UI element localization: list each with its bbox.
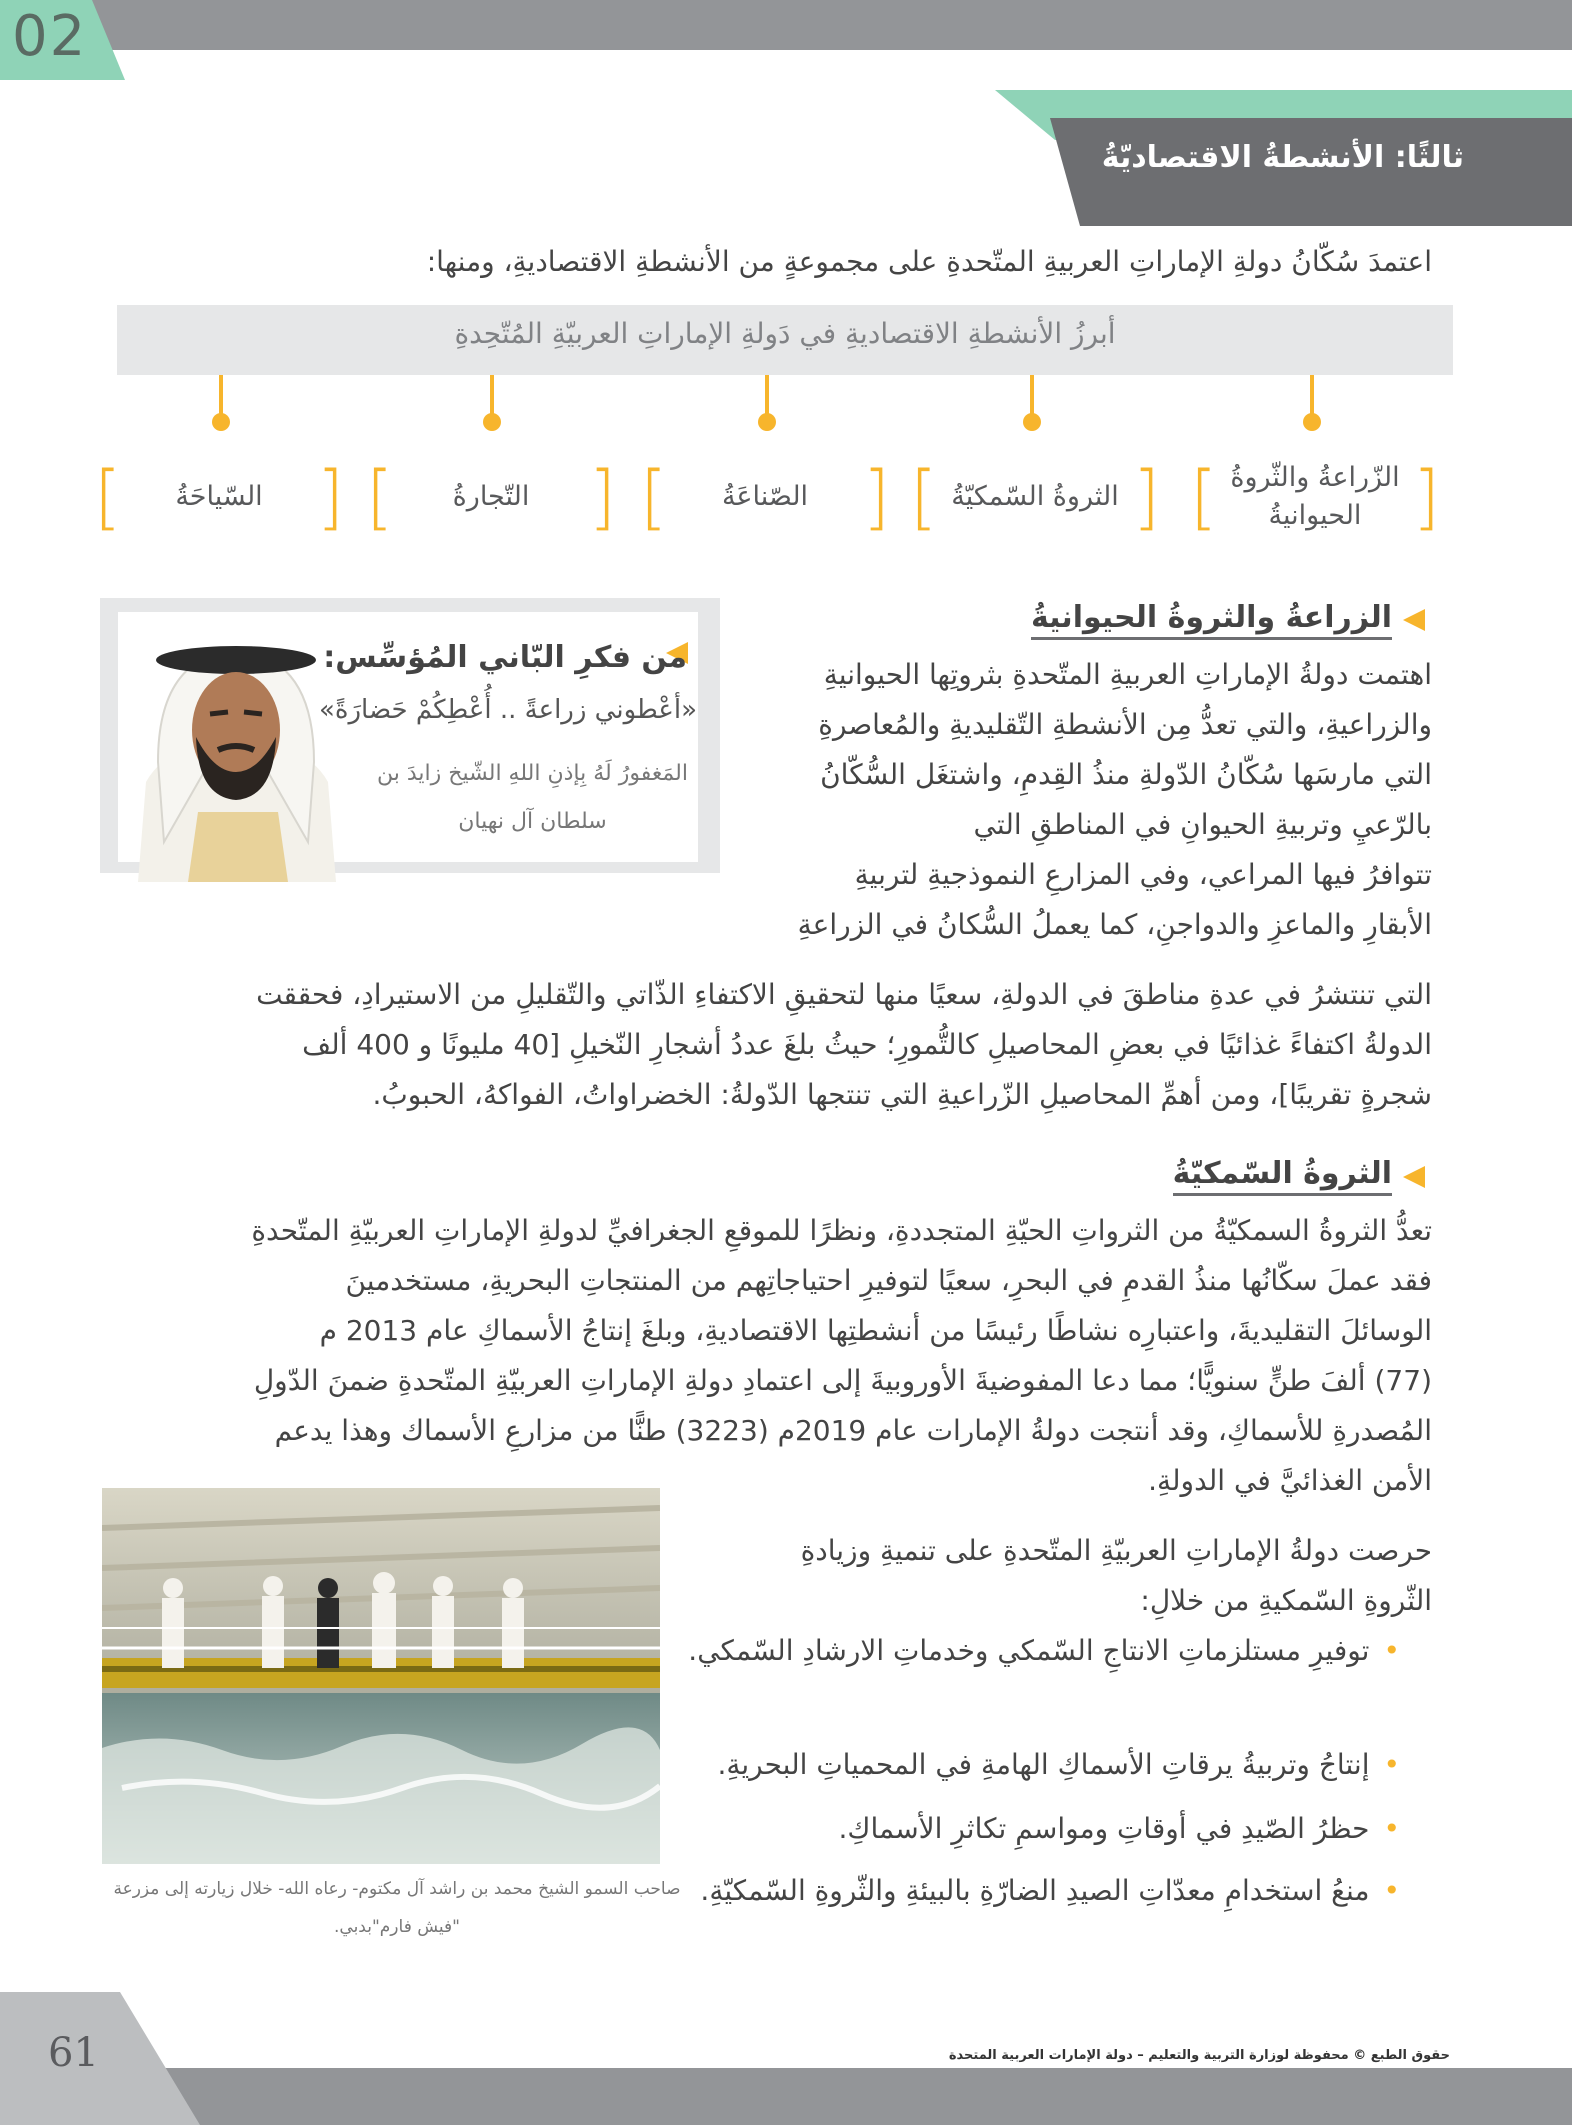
fish-farm-photo bbox=[102, 1488, 660, 1864]
connector-line bbox=[490, 375, 494, 418]
connector-line bbox=[765, 375, 769, 418]
bracket-right: [ bbox=[640, 456, 668, 538]
connector-dot bbox=[1303, 413, 1321, 431]
bullet-icon: • bbox=[1383, 1634, 1400, 1667]
bracket-right: [ bbox=[366, 456, 394, 538]
founder-portrait bbox=[118, 612, 353, 882]
bracket-right: [ bbox=[910, 456, 938, 538]
agriculture-heading: الزراعةُ والثروةُ الحيوانيةُ bbox=[1031, 600, 1392, 640]
bracket-left: ] bbox=[862, 456, 890, 538]
list-item-text: منعُ استخدامِ معدّاتِ الصيدِ الضارّةِ بالبيئةِ والثّروةِ السّمكيّةِ. bbox=[700, 1874, 1370, 1907]
category-trade bbox=[366, 452, 616, 542]
page-number: 61 bbox=[48, 2030, 99, 2076]
efforts-intro bbox=[680, 1526, 1432, 1626]
connector-line bbox=[1310, 375, 1314, 418]
bracket-left: ] bbox=[1132, 456, 1160, 538]
category-industry bbox=[640, 452, 890, 542]
agriculture-paragraph-bottom bbox=[100, 970, 1432, 1120]
category-tourism bbox=[94, 452, 344, 542]
chapter-number: 02 bbox=[12, 4, 88, 69]
section-title: ثالثًا: الأنشطةُ الاقتصاديّةُ bbox=[1101, 140, 1464, 175]
quote-author: المَغفورُ لَهُ بِإذنِ اللهِ الشّيخ زايدَ بن سلطان آل نهيان bbox=[377, 761, 688, 834]
category-agriculture bbox=[1190, 452, 1440, 542]
diagram-title: أبرزُ الأنشطةِ الاقتصاديةِ في دَولةِ الإماراتِ العربيّةِ المُتّحِدةِ bbox=[454, 317, 1116, 350]
category-label: السّياحَةُ bbox=[175, 481, 263, 512]
photo-caption: صاحب السمو الشيخ محمد بن راشد آل مكتوم- رعاه الله- خلال زيارته إلى مزرعة "فيش فارم"بدبي. bbox=[113, 1879, 681, 1937]
text-line: الأمن الغذائيَّ في الدولةِ. bbox=[1148, 1464, 1432, 1497]
list-item-text: إنتاجُ وتربيةُ يرقاتِ الأسماكِ الهامةِ في المحمياتِ البحريةِ. bbox=[717, 1748, 1370, 1781]
text-line: بالرّعيِ وتربيةِ الحيوانِ في المناطقِ التي bbox=[973, 808, 1432, 841]
text-line: تعدُّ الثروةُ السمكيّةُ من الثرواتِ الحيّةِ المتجددةِ، ونظرًا للموقعِ الجغرافيِّ لدولةِ الإماراتِ العربيّةِ المتّحدةِ bbox=[251, 1214, 1432, 1247]
agriculture-paragraph-top bbox=[730, 650, 1432, 950]
fisheries-paragraph bbox=[100, 1206, 1432, 1506]
quote-title: من فكرِ البّاني المُؤسِّس: bbox=[323, 640, 687, 675]
text-line: الثّروةِ السّمكيةِ من خلالِ: bbox=[1140, 1584, 1432, 1617]
connector-dot bbox=[483, 413, 501, 431]
text-line: الوسائلَ التقليديةَ، واعتبارِه نشاطًا رئيسًا من أنشطتِها الاقتصاديةِ، وبلغَ إنتاجُ الأسماكِ عام 2013 م bbox=[319, 1314, 1432, 1347]
connector-dot bbox=[1023, 413, 1041, 431]
footer-bar bbox=[0, 2068, 1572, 2125]
text-line: الدولةُ اكتفاءً غذائيًا في بعضِ المحاصيلِ كالتُّمورِ؛ حيثُ بلغَ عددُ أشجارِ النّخيلِ [40 مليونًا و 400 ألف bbox=[302, 1028, 1432, 1061]
connector-line bbox=[1030, 375, 1034, 418]
list-item-text: توفيرِ مستلزماتِ الانتاجِ السّمكي وخدماتِ الارشادِ السّمكي. bbox=[688, 1634, 1370, 1667]
list-item bbox=[680, 1866, 1400, 1916]
top-bar bbox=[0, 0, 1572, 50]
bracket-left: ] bbox=[588, 456, 616, 538]
connector-dot bbox=[212, 413, 230, 431]
heading-marker-icon bbox=[1403, 1166, 1425, 1188]
text-line: التي تنتشرُ في عدةِ مناطقَ في الدولةِ، سعيًا منها لتحقيقِ الاكتفاءِ الذّاتي والتّقليلِ من الاستيرادِ، فحققت bbox=[256, 978, 1432, 1011]
fisheries-heading: الثروةُ السّمكيّةُ bbox=[1173, 1156, 1392, 1196]
bullet-icon: • bbox=[1383, 1874, 1400, 1907]
category-fisheries bbox=[910, 452, 1160, 542]
text-line: اهتمت دولةُ الإماراتِ العربيةِ المتّحدةِ بثروتِها الحيوانيةِ bbox=[823, 658, 1432, 691]
text-line: والزراعيةِ، والتي تعدُّ مِن الأنشطةِ التّقليديةِ والمُعاصرةِ bbox=[818, 708, 1432, 741]
text-line: المُصدرةِ للأسماكِ، وقد أنتجت دولةُ الإمارات عام 2019م (3223) طنًّا من مزارعِ الأسماك وهذا يدعم bbox=[274, 1414, 1432, 1447]
text-line: فقد عملَ سكّانُها منذُ القدمِ في البحرِ، سعيًا لتوفيرِ احتياجاتِهم من المنتجاتِ البحريةِ، مستخدمينَ bbox=[345, 1264, 1432, 1297]
text-line: تتوافرُ فيها المراعي، وفي المزارعِ النموذجيةِ لتربيةِ bbox=[854, 858, 1432, 891]
list-item-text: حظرُ الصّيدِ في أوقاتِ ومواسمِ تكاثرِ الأسماكِ. bbox=[838, 1812, 1370, 1845]
bracket-left: ] bbox=[316, 456, 344, 538]
list-item bbox=[680, 1626, 1400, 1676]
bullet-icon: • bbox=[1383, 1748, 1400, 1781]
category-label: الزّراعةُ والثّروةُ الحيوانيةُ bbox=[1230, 462, 1400, 531]
text-line: الأبقارِ والماعزِ والدواجنِ، كما يعملُ السُّكانُ في الزراعةِ bbox=[797, 908, 1432, 941]
connector-dot bbox=[758, 413, 776, 431]
text-line: شجرةٍ تقريبًا]، ومن أهمِّ المحاصيلِ الزّراعيةِ التي تنتجها الدّولةُ: الخضراواتُ، الفواكهُ، الحبوبُ. bbox=[372, 1078, 1432, 1111]
category-label: التّجارةُ bbox=[452, 481, 530, 512]
page-number-tab bbox=[0, 1992, 200, 2125]
text-line: حرصت دولةُ الإماراتِ العربيّةِ المتّحدةِ على تنميةِ وزيادةِ bbox=[800, 1534, 1432, 1567]
bullet-icon: • bbox=[1383, 1812, 1400, 1845]
connector-line bbox=[219, 375, 223, 418]
quote-text: «أعْطوني زراعةً .. أُعْطِكُمْ حَضارَةً» bbox=[318, 695, 697, 725]
heading-marker-icon bbox=[1403, 609, 1425, 631]
text-line: (77) ألفَ طنٍّ سنويًّا؛ مما دعا المفوضيةَ الأوروبيةَ إلى اعتمادِ دولةِ الإماراتِ العربيّةِ المتّحدةِ ضمنَ الدّولِ bbox=[253, 1364, 1432, 1397]
text-line: التي مارسَها سُكّانُ الدّولةِ منذُ القِدمِ، واشتغَل السُّكّانُ bbox=[820, 758, 1432, 791]
category-label: الصّناعَةُ bbox=[721, 481, 809, 512]
bracket-left: ] bbox=[1412, 456, 1440, 538]
intro-text: اعتمدَ سُكّانُ دولةِ الإماراتِ العربيةِ المتّحدةِ على مجموعةٍ من الأنشطةِ الاقتصاديةِ، ومنها: bbox=[426, 245, 1432, 278]
list-item bbox=[680, 1804, 1400, 1854]
bracket-right: [ bbox=[94, 456, 122, 538]
copyright-notice: حقوق الطبع © محفوظة لوزارة التربية والتعليم – دولة الإمارات العربية المتحدة bbox=[948, 2048, 1450, 2063]
bracket-right: [ bbox=[1190, 456, 1218, 538]
list-item bbox=[680, 1740, 1400, 1790]
category-label: الثروةُ السّمكيّةُ bbox=[951, 481, 1119, 512]
